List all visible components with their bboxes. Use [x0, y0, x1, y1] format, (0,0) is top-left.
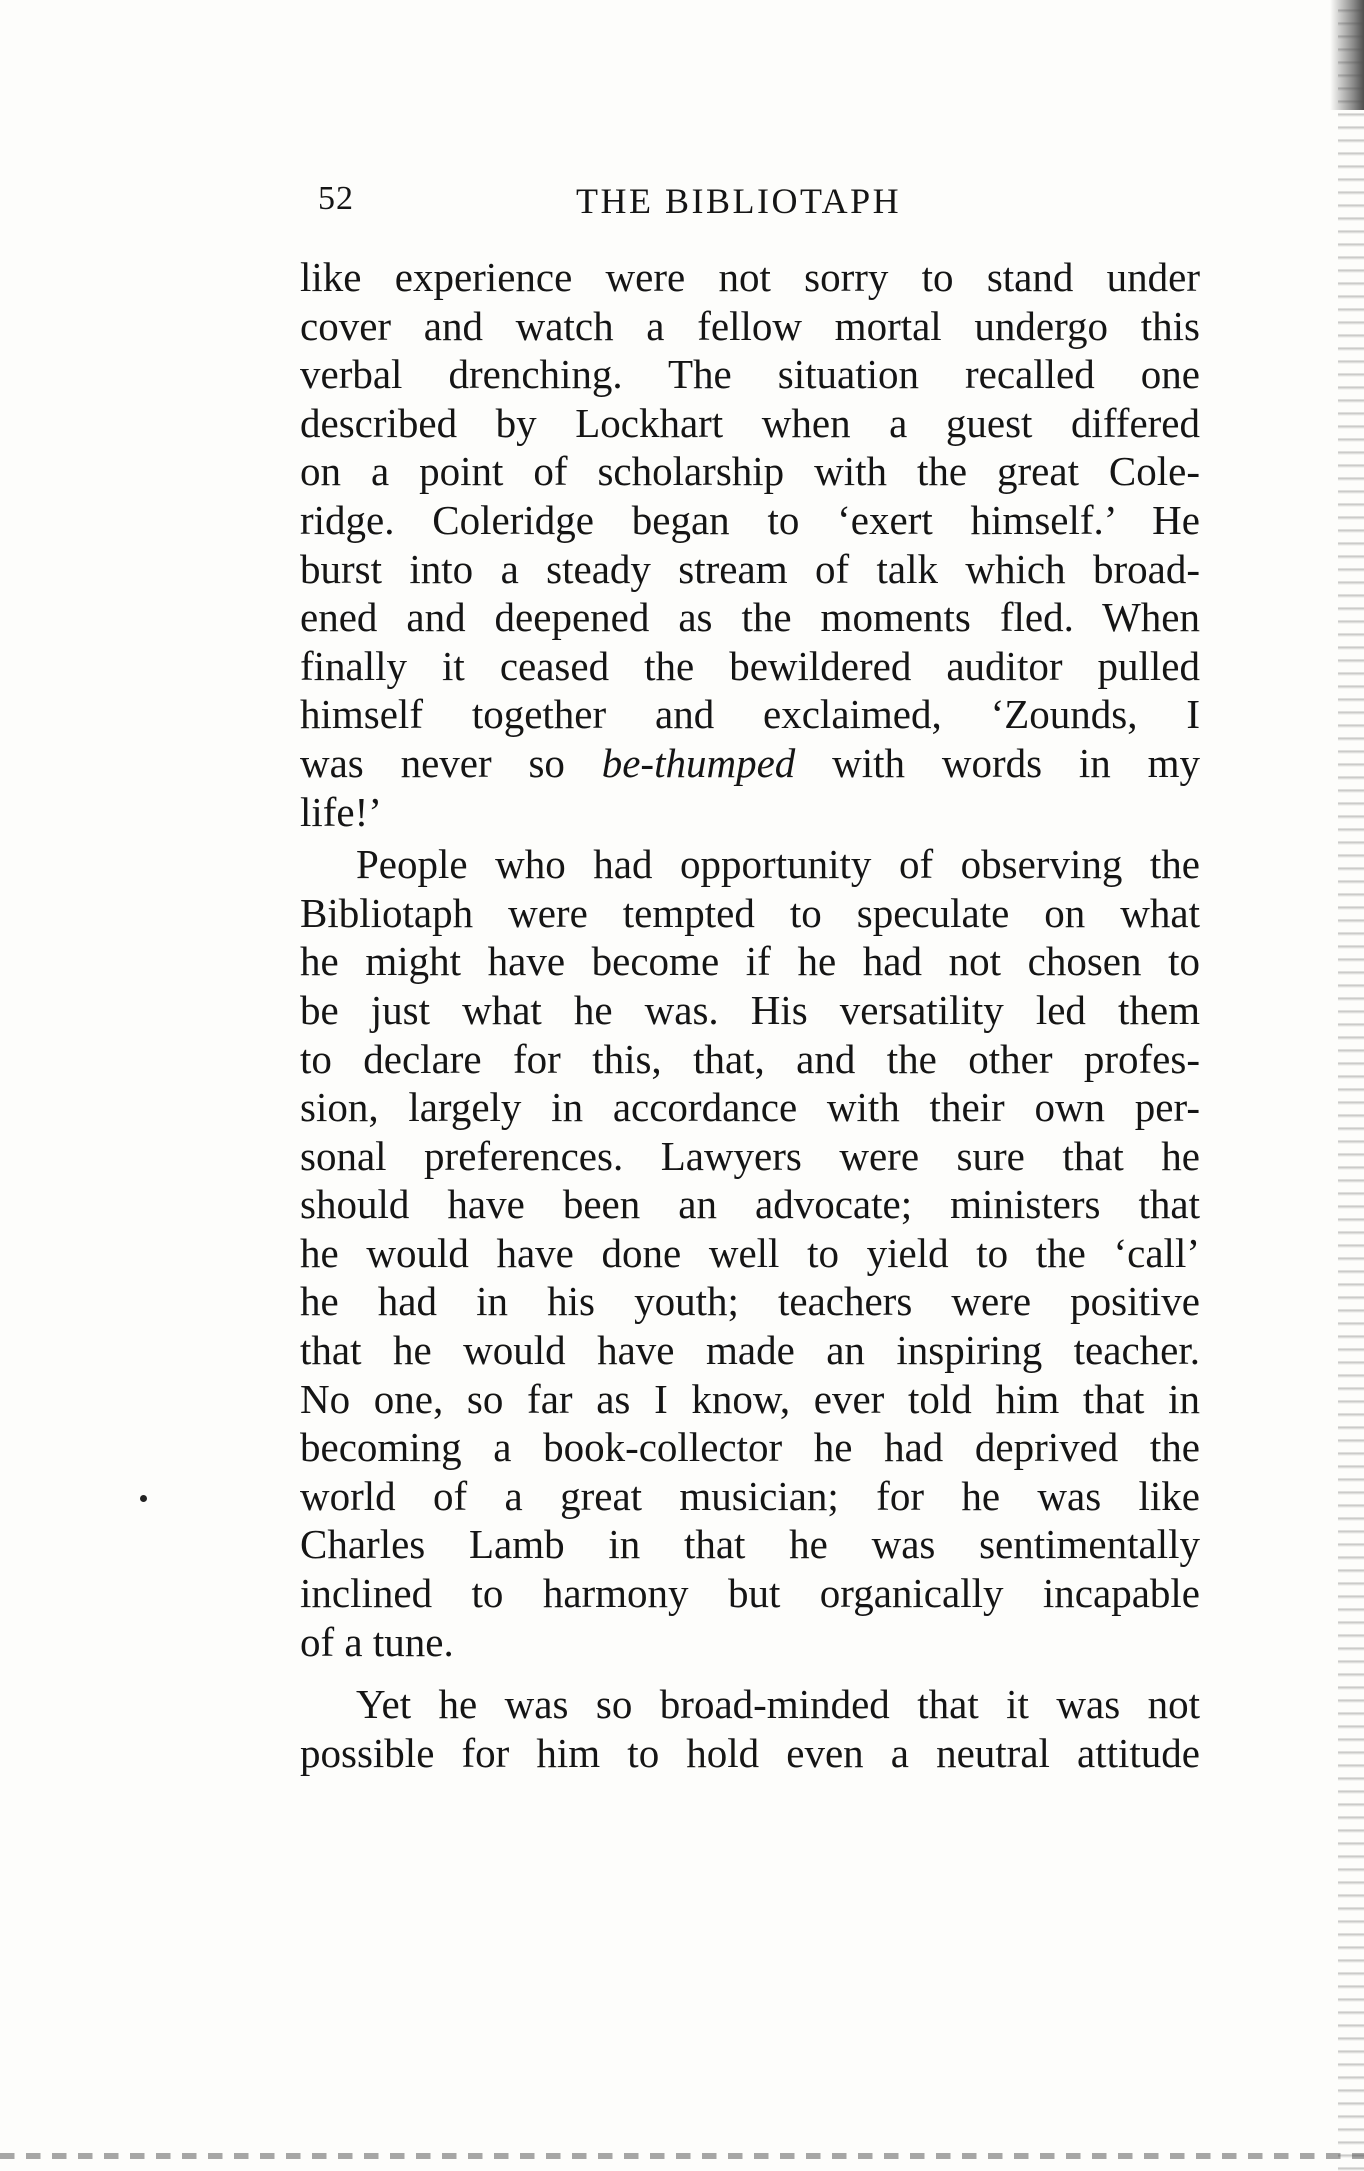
running-title: THE BIBLIOTAPH	[576, 181, 902, 221]
paragraph-first-line: People who had opportunity of observing the	[356, 841, 1200, 888]
text-line: Charles Lamb in that he was sentimentally	[300, 1521, 1200, 1568]
text-line: sonal preferences. Lawyers were sure that he	[300, 1132, 1200, 1179]
text-run: was never so	[300, 739, 602, 786]
text-line: verbal drenching. The situation recalled one	[300, 351, 1200, 398]
body-text	[300, 253, 1200, 1777]
page-number: 52	[318, 180, 354, 217]
text-line: Bibliotaph were tempted to speculate on what	[300, 889, 1200, 936]
text-line: possible for him to hold even a neutral attitude	[300, 1729, 1200, 1776]
text-line: inclined to harmony but organically incapable	[300, 1570, 1200, 1617]
text-line: himself together and exclaimed, ‘Zounds, I	[300, 691, 1200, 738]
text-line: described by Lockhart when a guest differed	[300, 399, 1200, 446]
text-line: he might have become if he had not chosen to	[300, 938, 1200, 985]
text-line: sion, largely in accordance with their own per-	[300, 1084, 1200, 1131]
italic-word: be-thumped	[601, 739, 796, 786]
text-line: ened and deepened as the moments fled. When	[300, 594, 1200, 641]
text-run: with words in my	[795, 739, 1200, 786]
text-line: that he would have made an inspiring teacher.	[300, 1327, 1200, 1374]
page-header	[318, 180, 1198, 230]
text-line: No one, so far as I know, ever told him that in	[300, 1375, 1200, 1422]
text-line: world of a great musician; for he was like	[300, 1472, 1200, 1519]
text-line: cover and watch a fellow mortal undergo this	[300, 302, 1200, 349]
text-line: burst into a steady stream of talk which broad-	[300, 545, 1200, 592]
text-line-with-italic	[300, 739, 1200, 788]
text-line: life!’	[300, 788, 382, 835]
text-line: he would have done well to yield to the ‘call’	[300, 1229, 1200, 1276]
paragraph-first-line: Yet he was so broad-minded that it was not	[356, 1681, 1200, 1728]
ink-speck	[140, 1495, 147, 1502]
scan-bottom-noise	[0, 2153, 1364, 2159]
scan-edge-noise	[1338, 0, 1364, 2171]
text-line: to declare for this, that, and the other profes-	[300, 1035, 1200, 1082]
text-line: becoming a book-collector he had deprived the	[300, 1424, 1200, 1471]
text-line: finally it ceased the bewildered auditor pulled	[300, 642, 1200, 689]
text-line: be just what he was. His versatility led them	[300, 986, 1200, 1033]
text-line: ridge. Coleridge began to ‘exert himself.’ He	[300, 496, 1200, 543]
text-line: on a point of scholarship with the great Cole-	[300, 448, 1200, 495]
text-line: of a tune.	[300, 1618, 454, 1665]
text-line: should have been an advocate; ministers that	[300, 1181, 1200, 1228]
text-line: he had in his youth; teachers were positive	[300, 1278, 1200, 1325]
text-line: like experience were not sorry to stand under	[300, 254, 1200, 300]
